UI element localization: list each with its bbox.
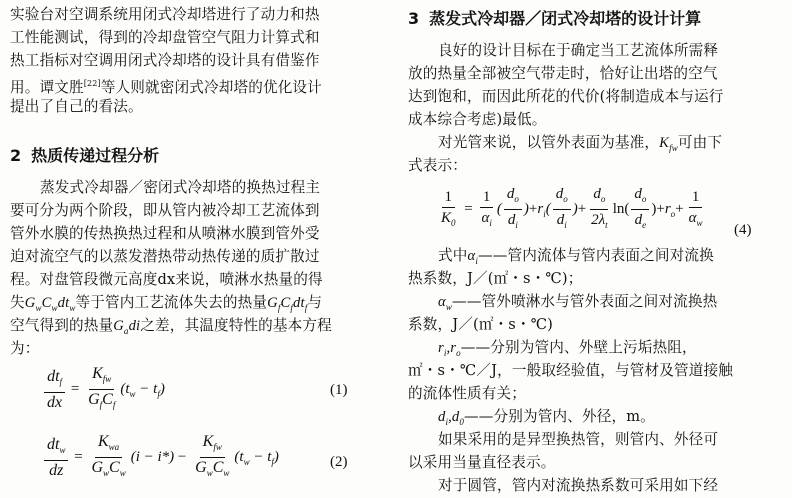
text-line: $d_i,d_0——$分别为管内、外径，m。 — [438, 408, 655, 427]
text-line: 热系数，J／(㎡・s・℃)； — [408, 270, 583, 287]
citation-ref[interactable]: [22] — [83, 79, 101, 88]
text-line: $\alpha_w——$管外喷淋水与管外表面之间对流换热 — [438, 293, 718, 312]
section-heading: 3 蒸发式冷却器／闭式冷却塔的设计计算 — [408, 9, 702, 28]
text-line: 管外水膜的传热换热过程和从喷淋水膜到管外受 — [10, 225, 320, 242]
text-line: 的流体性质有关； — [408, 385, 526, 402]
text-line: 程。对盘管段微元高度dx来说，喷淋水热量的得 — [10, 271, 323, 288]
text-line: 放的热量全部被空气带走时，恰好让出塔的空气 — [408, 65, 718, 82]
text-line: 用。谭文胜[22]等人则就密闭式冷却塔的优化设计 — [10, 78, 322, 96]
text-line: 式表示： — [408, 157, 467, 174]
equation-4: $\frac{1}{K_0}$ = $\frac{1}{\alpha_i}$ ( $\frac{d_o}{d_i}$ ) + $r_i$( $\frac{d_o}{d_i}$ ) + $\frac{d_o}{2\lambda_t}$ ln( $\frac{d_o}{d_e}$ ) + $r_o$ + $\frac{1}{\alpha_w}$ (4) — [441, 186, 752, 238]
text-line: 实验台对空调系统用闭式冷却塔进行了动力和热 — [10, 6, 320, 23]
equation-1: $\frac{dt_f}{dx}$ = $\frac{K_{fw}}{G_fC_f}$ $(t_w - t_f)$ (1) — [10, 358, 378, 418]
text-line: 为： — [10, 340, 40, 357]
section-heading: 2 热质传递过程分析 — [10, 146, 160, 165]
text-line: 系数，J／(㎡・s・℃) — [408, 316, 554, 333]
text-line: 式中$\alpha_i——$管内流体与管内表面之间对流换 — [438, 247, 714, 266]
equation-number: (4) — [734, 222, 752, 238]
text-line: 空气得到的热量$G_adi$之差，其温度特性的基本方程 — [10, 317, 332, 336]
text-line: 失$G_wC_wdt_w$等于管内工艺流体失去的热量$G_fC_fdt_f$与 — [10, 294, 323, 313]
text-line: 要可分为两个阶段，即从管内被冷却工艺流体到 — [10, 202, 320, 219]
text-line: 如果采用的是异型换热管，则管内、外径可 — [438, 431, 719, 448]
text-line: 成本综合考虑)最低。 — [408, 111, 547, 128]
text-line: 良好的设计目标在于确定当工艺流体所需释 — [438, 42, 719, 59]
text-line: 对光管来说，以管外表面为基准，$K_{fw}$可由下 — [438, 134, 723, 153]
text-line: 蒸发式冷却器／密闭式冷却塔的换热过程主 — [40, 179, 321, 196]
text-line: 以采用当量直径表示。 — [408, 454, 556, 471]
text-line: 工性能测试，得到的冷却盘管空气阻力计算式和 — [10, 29, 320, 46]
text-line: 迫对流空气的以蒸发潜热带动热传递的质扩散过 — [10, 248, 320, 265]
equation-number: (1) — [330, 382, 348, 398]
text-line: 热工指标对空调用闭式冷却塔的设计具有借鉴作 — [10, 52, 320, 69]
text-line: ㎡・s・℃／J，一般取经验值，与管材及管道接触 — [408, 362, 733, 379]
text-line: 对于圆管，管内对流换热系数可采用如下经 — [438, 477, 719, 494]
text-line: $r_i,r_o——$分别为管内、外壁上污垢热阻， — [438, 339, 697, 358]
equation-2: $\frac{dt_w}{dz}$ = $\frac{K_{wa}}{G_wC_w}$ (i − i*) − $\frac{K_{fw}}{G_wC_w}$ $(t_w - t_f)$ (2) — [10, 428, 378, 488]
text-line: 达到饱和，而因此所花的代价(将制造成本与运行 — [408, 88, 724, 105]
equation-number: (2) — [330, 454, 348, 470]
text-line: 提出了自己的看法。 — [10, 98, 143, 115]
